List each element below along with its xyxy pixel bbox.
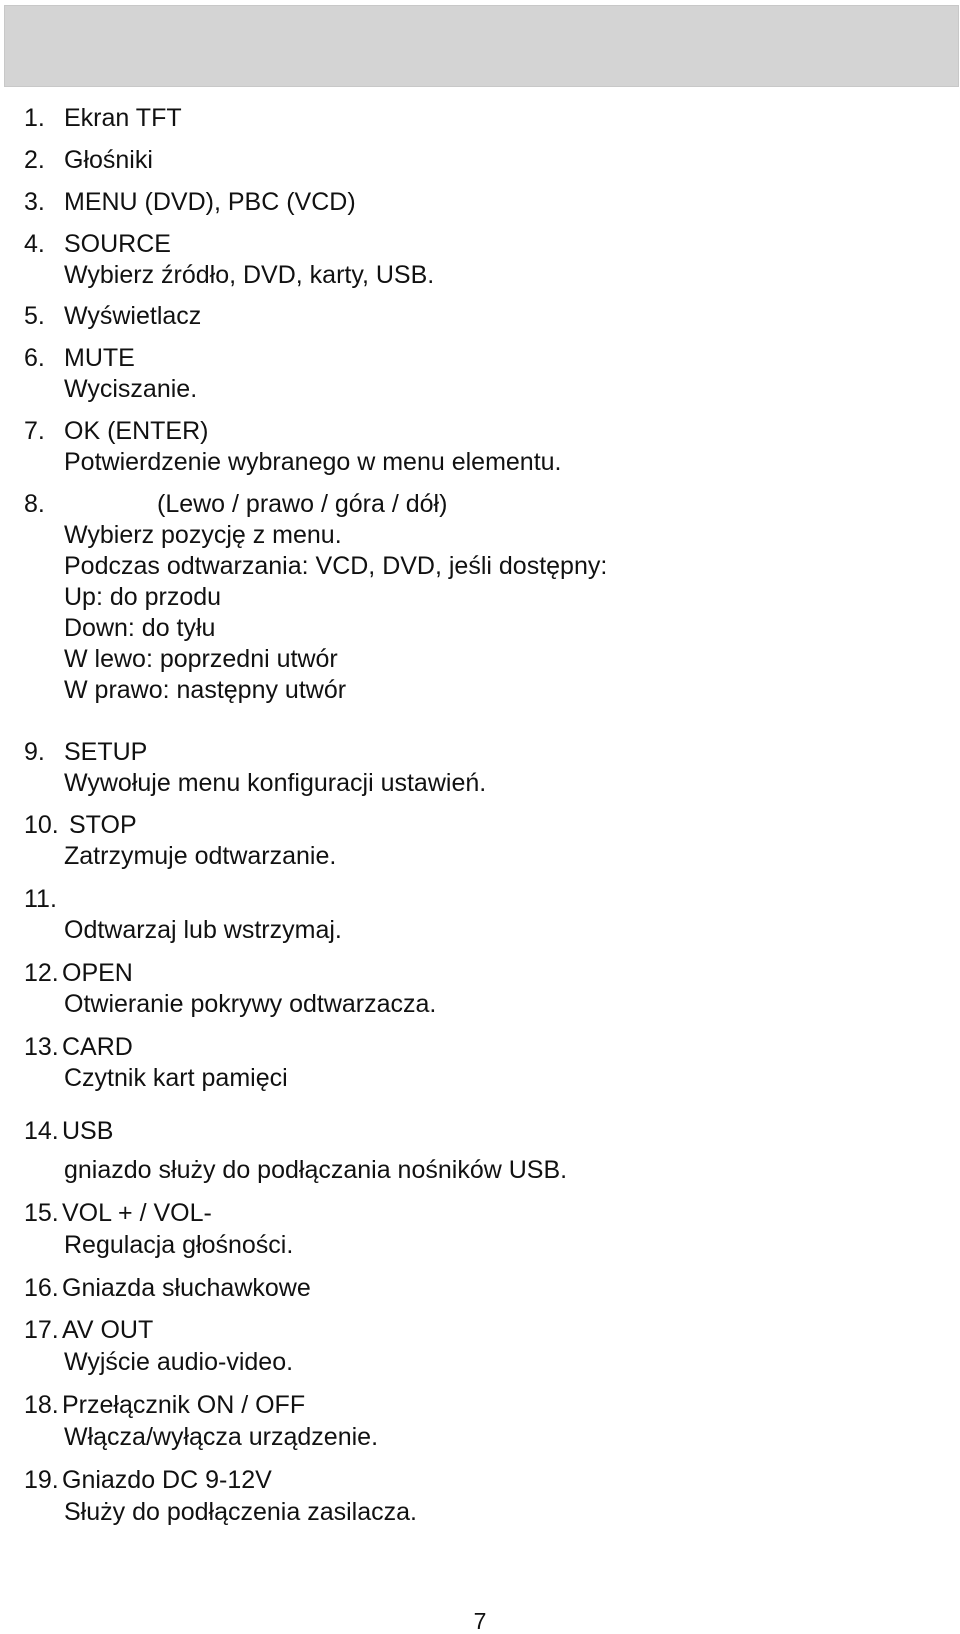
- item-title: STOP: [69, 811, 137, 839]
- item-title: SETUP: [64, 738, 148, 766]
- item-title: Wyświetlacz: [64, 302, 202, 330]
- item-number: 15.: [24, 1199, 59, 1227]
- item-number: 7.: [24, 417, 45, 445]
- item-number: 11.: [24, 885, 57, 913]
- item-description: Wyjście audio-video.: [64, 1348, 294, 1376]
- item-number: 17.: [24, 1316, 59, 1344]
- item-title: Gniazda słuchawkowe: [62, 1274, 311, 1302]
- item-number: 13.: [24, 1033, 59, 1061]
- item-title: Ekran TFT: [64, 104, 182, 132]
- item-number: 5.: [24, 302, 45, 330]
- item-description: Down: do tyłu: [64, 614, 216, 642]
- item-title: MENU (DVD), PBC (VCD): [64, 188, 356, 216]
- item-title: MUTE: [64, 344, 135, 372]
- item-description: Podczas odtwarzania: VCD, DVD, jeśli dostępny:: [64, 552, 608, 580]
- item-number: 4.: [24, 230, 45, 258]
- item-number: 18.: [24, 1391, 59, 1419]
- item-number: 6.: [24, 344, 45, 372]
- item-number: 1.: [24, 104, 45, 132]
- item-title: CARD: [62, 1033, 133, 1061]
- item-description: Służy do podłączenia zasilacza.: [64, 1498, 417, 1526]
- item-description: Zatrzymuje odtwarzanie.: [64, 842, 337, 870]
- item-title: USB: [62, 1117, 114, 1145]
- item-description: Odtwarzaj lub wstrzymaj.: [64, 916, 342, 944]
- item-description: Wybierz źródło, DVD, karty, USB.: [64, 261, 435, 289]
- item-title: VOL + / VOL-: [62, 1199, 212, 1227]
- item-description: Włącza/wyłącza urządzenie.: [64, 1423, 379, 1451]
- item-description: Wybierz pozycję z menu.: [64, 521, 342, 549]
- item-title: Gniazdo DC 9-12V: [62, 1466, 272, 1494]
- item-title: SOURCE: [64, 230, 171, 258]
- item-description: Czytnik kart pamięci: [64, 1064, 288, 1092]
- item-title: OPEN: [62, 959, 133, 987]
- item-number: 10.: [24, 811, 59, 839]
- item-number: 2.: [24, 146, 45, 174]
- item-description: Otwieranie pokrywy odtwarzacza.: [64, 990, 437, 1018]
- item-title: Głośniki: [64, 146, 153, 174]
- item-description: W lewo: poprzedni utwór: [64, 645, 338, 673]
- item-description: Wyciszanie.: [64, 375, 198, 403]
- item-number: 8.: [24, 490, 45, 518]
- item-description: Wywołuje menu konfiguracji ustawień.: [64, 769, 487, 797]
- item-number: 19.: [24, 1466, 59, 1494]
- item-title: (Lewo / prawo / góra / dół): [157, 490, 448, 518]
- item-title: OK (ENTER): [64, 417, 209, 445]
- header-bar: [4, 5, 959, 87]
- item-description: Up: do przodu: [64, 583, 222, 611]
- item-description: gniazdo służy do podłączania nośników USB.: [64, 1156, 568, 1184]
- item-number: 3.: [24, 188, 45, 216]
- item-number: 9.: [24, 738, 45, 766]
- item-description: W prawo: następny utwór: [64, 676, 347, 704]
- page-number: 7: [473, 1608, 487, 1634]
- item-number: 16.: [24, 1274, 59, 1302]
- item-number: 14.: [24, 1117, 59, 1145]
- item-title: AV OUT: [62, 1316, 154, 1344]
- item-description: Regulacja głośności.: [64, 1231, 294, 1259]
- item-title: Przełącznik ON / OFF: [62, 1391, 306, 1419]
- item-number: 12.: [24, 959, 59, 987]
- item-description: Potwierdzenie wybranego w menu elementu.: [64, 448, 562, 476]
